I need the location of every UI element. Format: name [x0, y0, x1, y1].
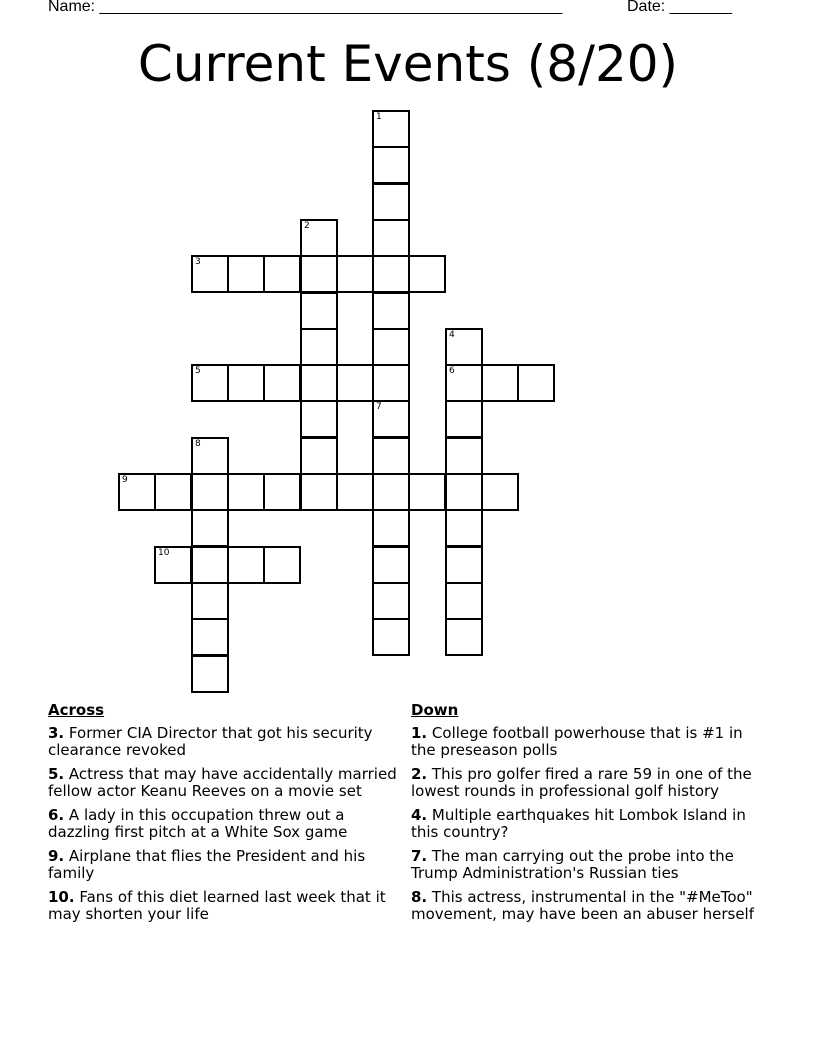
crossword-cell[interactable]	[300, 400, 338, 438]
across-clue	[48, 766, 403, 801]
crossword-cell[interactable]	[191, 364, 229, 402]
crossword-cell[interactable]	[118, 473, 156, 511]
crossword-cell[interactable]	[336, 364, 374, 402]
crossword-cell[interactable]	[481, 473, 519, 511]
crossword-cell[interactable]	[300, 328, 338, 366]
down-clue	[411, 766, 756, 801]
across-clues	[48, 702, 403, 930]
crossword-cell[interactable]	[372, 183, 410, 221]
crossword-cell[interactable]	[300, 364, 338, 402]
crossword-cell[interactable]	[191, 437, 229, 475]
crossword-cell[interactable]	[372, 110, 410, 148]
clue-number: 7.	[411, 846, 428, 865]
cell-number: 2	[304, 221, 310, 231]
crossword-cell[interactable]	[408, 255, 446, 293]
crossword-cell[interactable]	[300, 473, 338, 511]
crossword-cell[interactable]	[372, 400, 410, 438]
clue-number: 3.	[48, 723, 65, 742]
clue-number: 5.	[48, 764, 65, 783]
crossword-cell[interactable]	[300, 219, 338, 257]
crossword-cell[interactable]	[191, 618, 229, 656]
clue-number: 1.	[411, 723, 428, 742]
crossword-cell[interactable]	[191, 655, 229, 693]
crossword-cell[interactable]	[372, 509, 410, 547]
crossword-cell[interactable]	[300, 292, 338, 330]
clue-text: Actress that may have accidentally married fellow actor Keanu Reeves on a movie set	[48, 764, 397, 800]
crossword-cell[interactable]	[191, 473, 229, 511]
cell-number: 7	[376, 402, 382, 412]
crossword-cell[interactable]	[372, 473, 410, 511]
crossword-cell[interactable]	[445, 473, 483, 511]
across-clue	[48, 725, 403, 760]
down-heading: Down	[411, 701, 459, 719]
page-title: Current Events (8/20)	[137, 35, 679, 93]
cell-number: 1	[376, 112, 382, 122]
down-clues	[411, 702, 756, 930]
across-heading: Across	[48, 701, 105, 719]
crossword-cell[interactable]	[372, 255, 410, 293]
clue-text: Former CIA Director that got his security clearance revoked	[48, 723, 373, 759]
crossword-cell[interactable]	[372, 618, 410, 656]
crossword-cell[interactable]	[191, 509, 229, 547]
clue-text: This actress, instrumental in the "#MeToo" movement, may have been an abuser herself	[411, 887, 754, 923]
crossword-cell[interactable]	[445, 582, 483, 620]
crossword-cell[interactable]	[263, 546, 301, 584]
down-clue	[411, 889, 756, 924]
down-clue	[411, 848, 756, 883]
crossword-cell[interactable]	[481, 364, 519, 402]
down-clue	[411, 725, 756, 760]
date-field[interactable]: Date: _______	[627, 0, 732, 15]
crossword-cell[interactable]	[445, 546, 483, 584]
clue-number: 6.	[48, 805, 65, 824]
crossword-cell[interactable]	[263, 473, 301, 511]
crossword-cell[interactable]	[408, 473, 446, 511]
crossword-cell[interactable]	[517, 364, 555, 402]
crossword-cell[interactable]	[300, 437, 338, 475]
crossword-cell[interactable]	[372, 546, 410, 584]
clue-text: The man carrying out the probe into the Trump Administration's Russian ties	[411, 846, 734, 882]
clue-number: 4.	[411, 805, 428, 824]
crossword-cell[interactable]	[227, 364, 265, 402]
clue-text: Fans of this diet learned last week that it may shorten your life	[48, 887, 386, 923]
clue-text: This pro golfer fired a rare 59 in one of the lowest rounds in professional golf history	[411, 764, 752, 800]
crossword-cell[interactable]	[445, 400, 483, 438]
cell-number: 10	[158, 548, 170, 558]
crossword-cell[interactable]	[372, 364, 410, 402]
crossword-cell[interactable]	[372, 437, 410, 475]
cell-number: 5	[195, 366, 201, 376]
cell-number: 3	[195, 257, 201, 267]
across-clue	[48, 889, 403, 924]
crossword-cell[interactable]	[336, 255, 374, 293]
crossword-cell[interactable]	[227, 473, 265, 511]
clue-number: 8.	[411, 887, 428, 906]
crossword-cell[interactable]	[191, 546, 229, 584]
crossword-cell[interactable]	[445, 364, 483, 402]
across-clue	[48, 848, 403, 883]
crossword-cell[interactable]	[336, 473, 374, 511]
name-field[interactable]: Name: ____________________________________________________	[48, 0, 563, 15]
cell-number: 8	[195, 439, 201, 449]
crossword-cell[interactable]	[191, 255, 229, 293]
crossword-cell[interactable]	[263, 364, 301, 402]
crossword-cell[interactable]	[154, 546, 192, 584]
crossword-cell[interactable]	[300, 255, 338, 293]
cell-number: 4	[449, 330, 455, 340]
across-clue	[48, 807, 403, 842]
crossword-cell[interactable]	[191, 582, 229, 620]
crossword-cell[interactable]	[154, 473, 192, 511]
crossword-cell[interactable]	[263, 255, 301, 293]
crossword-cell[interactable]	[227, 255, 265, 293]
clue-number: 10.	[48, 887, 75, 906]
clue-text: College football powerhouse that is #1 in the preseason polls	[411, 723, 743, 759]
crossword-cell[interactable]	[445, 509, 483, 547]
crossword-cell[interactable]	[445, 437, 483, 475]
crossword-cell[interactable]	[372, 146, 410, 184]
crossword-cell[interactable]	[372, 328, 410, 366]
cell-number: 6	[449, 366, 455, 376]
crossword-cell[interactable]	[227, 546, 265, 584]
crossword-cell[interactable]	[445, 328, 483, 366]
clue-text: A lady in this occupation threw out a dazzling first pitch at a White Sox game	[48, 805, 348, 841]
down-clue	[411, 807, 756, 842]
clue-number: 9.	[48, 846, 65, 865]
clue-number: 2.	[411, 764, 428, 783]
crossword-cell[interactable]	[445, 618, 483, 656]
crossword-cell[interactable]	[372, 582, 410, 620]
clue-text: Multiple earthquakes hit Lombok Island in this country?	[411, 805, 746, 841]
cell-number: 9	[122, 475, 128, 485]
crossword-cell[interactable]	[372, 292, 410, 330]
clue-text: Airplane that flies the President and his family	[48, 846, 366, 882]
crossword-cell[interactable]	[372, 219, 410, 257]
